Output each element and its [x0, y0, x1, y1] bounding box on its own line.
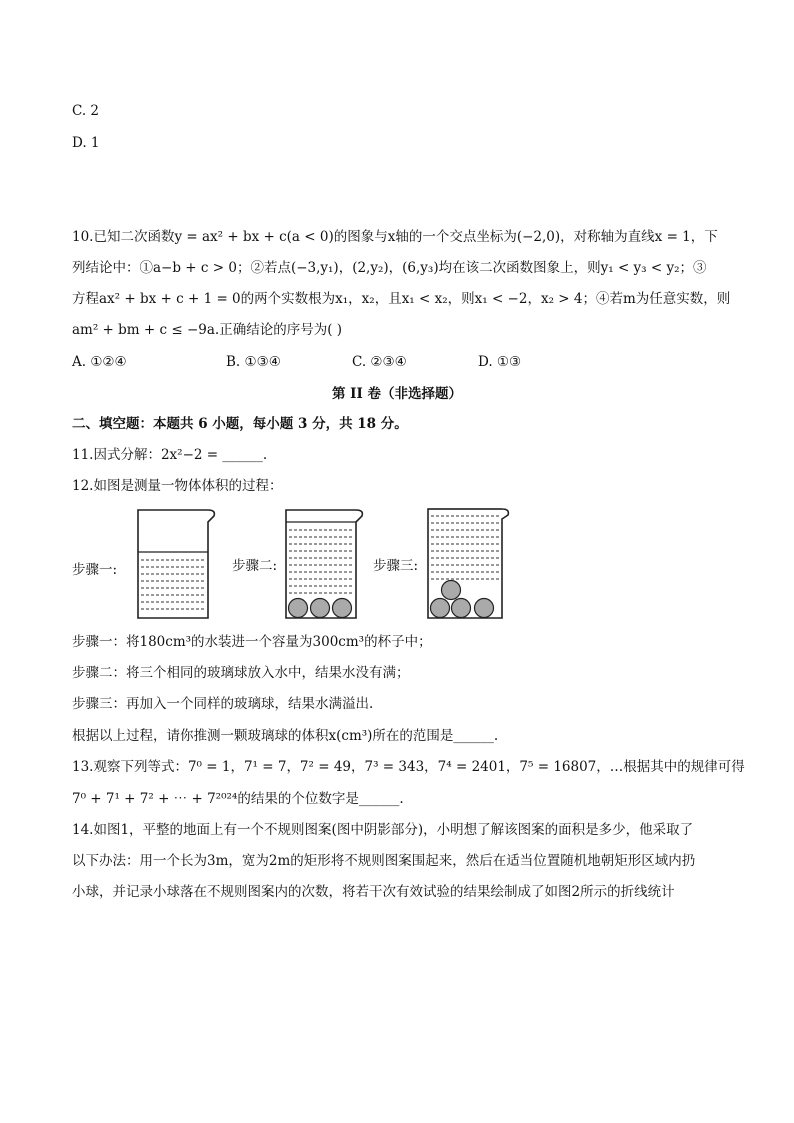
beaker-step1-figure — [134, 508, 220, 622]
q11: 11.因式分解：2x²−2 = ______. — [72, 447, 268, 463]
q12-intro: 12.如图是测量一物体体积的过程： — [72, 478, 283, 494]
q10-option-a: A. ①②④ — [72, 354, 127, 370]
q14-line2: 以下办法：用一个长为3m，宽为2m的矩形将不规则图案围起来，然后在适当位置随机地朝矩形区域内扔 — [72, 853, 696, 869]
q12-step1: 步骤一：将180cm³的水装进一个容量为300cm³的杯子中； — [72, 634, 432, 650]
beaker-step2-figure — [282, 508, 368, 622]
q12-step3: 步骤三：再加入一个同样的玻璃球，结果水满溢出. — [72, 696, 374, 712]
q13-line1: 13.观察下列等式：7⁰ = 1，7¹ = 7，7² = 49，7³ = 343，7⁴ = 2401，7⁵ = 16807，…根据其中的规律可得 — [72, 759, 745, 775]
q10-option-c: C. ②③④ — [352, 354, 407, 370]
section-title: 第 II 卷（非选择题） — [331, 386, 463, 402]
q10-line1: 10.已知二次函数y = ax² + bx + c(a < 0)的图象与x轴的一个交点坐标为(−2,0)，对称轴为直线x = 1，下 — [72, 229, 718, 245]
q10-option-b: B. ①③④ — [226, 354, 281, 370]
beaker-step3-figure — [424, 505, 514, 622]
q14-line3: 小球，并记录小球落在不规则图案内的次数，将若干次有效试验的结果绘制成了如图2所示的折线统计 — [72, 884, 675, 900]
q10-option-d: D. ①③ — [478, 354, 522, 370]
glass-balls — [289, 599, 352, 618]
q10-line3: 方程ax² + bx + c + 1 = 0的两个实数根为x₁，x₂，且x₁ < x₂，则x₁ < −2，x₂ > 4；④若m为任意实数，则 — [72, 291, 731, 307]
water-lines — [289, 530, 353, 593]
part2-header: 二、填空题：本题共 6 小题，每小题 3 分，共 18 分。 — [72, 416, 408, 432]
water-lines — [141, 560, 205, 609]
q10-line2: 列结论中：①a−b + c > 0；②若点(−3,y₁)，(2,y₂)，(6,y₃)均在该二次函数图象上，则y₁ < y₃ < y₂；③ — [72, 260, 707, 276]
q13-line2: 7⁰ + 7¹ + 7² + ⋯ + 7²⁰²⁴的结果的个位数字是______. — [72, 791, 404, 807]
step1-label: 步骤一: — [72, 562, 118, 578]
q12-question: 根据以上过程，请你推测一颗玻璃球的体积x(cm³)所在的范围是______. — [72, 728, 499, 744]
step2-label: 步骤二: — [232, 558, 278, 574]
water-lines — [431, 516, 499, 579]
step3-label: 步骤三: — [373, 558, 419, 574]
glass-balls — [431, 581, 494, 618]
q12-step2: 步骤二：将三个相同的玻璃球放入水中，结果水没有满； — [72, 665, 410, 681]
option-c-prev: C. 2 — [72, 103, 100, 119]
option-d-prev: D. 1 — [72, 135, 100, 151]
q10-line4: am² + bm + c ≤ −9a.正确结论的序号为( ) — [72, 322, 343, 338]
q14-line1: 14.如图1，平整的地面上有一个不规则图案(图中阴影部分)，小明想了解该图案的面积是多少，他采取了 — [72, 822, 694, 838]
